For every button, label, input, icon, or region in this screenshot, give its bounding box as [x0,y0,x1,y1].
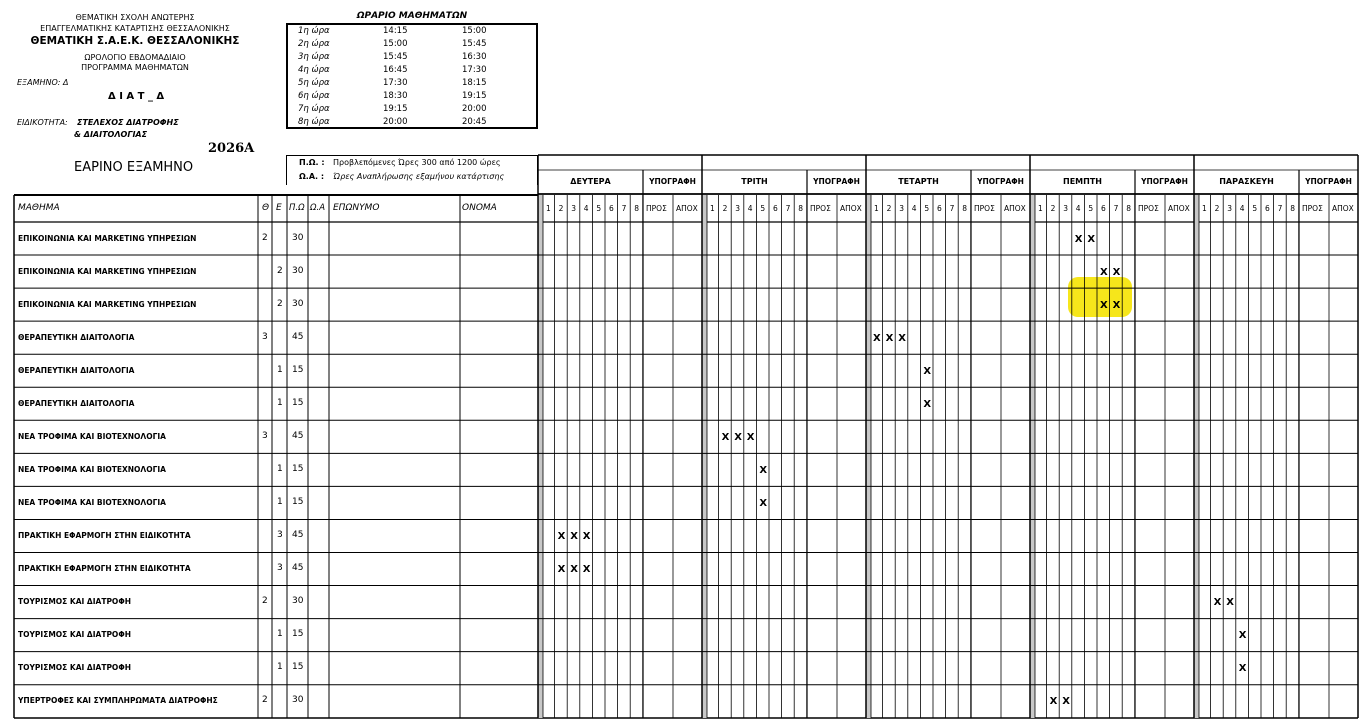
signature-header: ΥΠΟΓΡΑΦΗ [813,177,860,186]
schedule-mark: X [1112,266,1121,278]
hours-title: ΩΡΑΡΙΟ ΜΑΘΗΜΑΤΩΝ [356,11,468,21]
pros-header: ΠΡΟΣ [646,204,667,213]
signature-header: ΥΠΟΓΡΑΦΗ [1141,177,1188,186]
hours-start: 14:15 [383,26,408,36]
period-number: 6 [609,204,614,213]
year-code: 2026Α [208,141,255,156]
row-e: 1 [277,662,283,673]
period-number: 7 [785,204,791,213]
hours-end: 17:30 [462,65,487,75]
row-pw: 45 [292,563,304,574]
schedule-mark: X [557,530,566,542]
apox-header: ΑΠΟΧ [840,204,862,213]
schedule-mark: X [1100,266,1108,278]
surname-header: ΕΠΩΝΥΜΟ [333,203,380,213]
program-line-1: ΩΡΟΛΟΓΙΟ ΕΒΔΟΜΑΔΙΑΙΟ [84,53,186,62]
row-pw: 30 [292,232,304,243]
row-subject: ΝΕΑ ΤΡΟΦΙΜΑ ΚΑΙ ΒΙΟΤΕΧΝΟΛΟΓΙΑ [18,431,166,441]
row-pw: 15 [292,629,304,640]
school-line-2: ΕΠΑΓΓΕΛΜΑΤΙΚΗΣ ΚΑΤΑΡΤΙΣΗΣ ΘΕΣΣΑΛΟΝΙΚΗΣ [40,24,230,33]
period-number: 5 [924,204,930,213]
period-number: 8 [634,204,639,213]
schedule-mark: X [923,365,932,377]
name-header: ΟΝΟΜΑ [462,203,497,213]
signature-header: ΥΠΟΓΡΑΦΗ [977,177,1024,186]
period-number: 7 [949,204,955,213]
hours-start: 20:00 [383,117,408,127]
row-e: 1 [277,463,283,474]
row-theta: 2 [262,232,268,243]
schedule-mark: X [1238,630,1247,642]
period-number: 3 [1227,204,1232,213]
schedule-mark: X [1100,299,1108,311]
pw-text: Προβλεπόμενες Ώρες 300 από 1200 ώρες [333,158,501,167]
hours-start: 15:45 [383,52,408,62]
row-pw: 15 [292,662,304,673]
semester-label: ΕΞΑΜΗΝΟ: Δ [17,78,69,87]
row-e: 1 [277,629,283,640]
schedule-mark: X [1238,663,1247,675]
oa-label: Ω.Α. : [299,172,325,181]
oa-text: Ώρες Αναπλήρωσης εξαμήνου κατάρτισης [333,172,505,181]
schedule-mark: X [759,497,768,509]
period-number: 8 [1126,204,1131,213]
period-number: 3 [1063,204,1068,213]
period-number: 6 [1265,204,1270,213]
row-pw: 45 [292,331,304,342]
pros-header: ΠΡΟΣ [1138,204,1159,213]
schedule-mark: X [1213,597,1222,609]
row-subject: ΠΡΑΚΤΙΚΗ ΕΦΑΡΜΟΓΗ ΣΤΗΝ ΕΙΔΙΚΟΤΗΤΑ [18,530,191,540]
semester-name: ΕΑΡΙΝΟ ΕΞΑΜΗΝΟ [74,160,194,175]
period-number: 4 [911,204,917,213]
period-number: 8 [962,204,967,213]
day-name: ΤΕΤΑΡΤΗ [898,177,939,186]
apox-header: ΑΠΟΧ [1004,204,1026,213]
e-header: Ε [276,203,282,213]
row-subject: ΕΠΙΚΟΙΝΩΝΙΑ ΚΑΙ MARKETING ΥΠΗΡΕΣΙΩΝ [18,233,197,243]
day-name: ΔΕΥΤΕΡΑ [570,177,611,186]
schedule-mark: X [582,530,591,542]
hours-end: 19:15 [462,91,487,101]
hours-label: 3η ώρα [298,52,330,62]
hours-end: 16:30 [462,52,487,62]
period-number: 2 [558,204,564,213]
row-pw: 15 [292,364,304,375]
schedule-mark: X [759,464,768,476]
period-number: 2 [1050,204,1056,213]
period-number: 7 [1113,204,1119,213]
schedule-mark: X [746,431,755,443]
schedule-mark: X [1062,696,1070,708]
signature-header: ΥΠΟΓΡΑΦΗ [1305,177,1352,186]
period-number: 1 [710,204,715,213]
period-number: 1 [874,204,879,213]
row-subject: ΥΠΕΡΤΡΟΦΕΣ ΚΑΙ ΣΥΜΠΛΗΡΩΜΑΤΑ ΔΙΑΤΡΟΦΗΣ [18,696,218,706]
row-subject: ΕΠΙΚΟΙΝΩΝΙΑ ΚΑΙ MARKETING ΥΠΗΡΕΣΙΩΝ [18,299,197,309]
row-subject: ΤΟΥΡΙΣΜΟΣ ΚΑΙ ΔΙΑΤΡΟΦΗ [18,597,131,607]
period-number: 1 [1038,204,1043,213]
row-e: 1 [277,364,283,375]
schedule-mark: X [582,564,591,576]
schedule-mark: X [570,530,578,542]
schedule-mark: X [1049,696,1058,708]
row-theta: 3 [262,331,268,342]
hours-end: 15:45 [462,39,487,49]
row-e: 1 [277,397,283,408]
row-subject: ΤΟΥΡΙΣΜΟΣ ΚΑΙ ΔΙΑΤΡΟΦΗ [18,630,131,640]
period-number: 4 [1075,204,1081,213]
pw-label: Π.Ω. : [299,158,325,167]
row-pw: 15 [292,397,304,408]
row-subject: ΘΕΡΑΠΕΥΤΙΚΗ ΔΙΑΙΤΟΛΟΓΙΑ [18,332,135,342]
hours-label: 1η ώρα [298,26,330,36]
schedule-mark: X [557,564,566,576]
period-number: 8 [798,204,803,213]
hours-end: 20:00 [462,104,487,114]
schedule-mark: X [885,332,894,344]
row-theta: 3 [262,430,268,441]
day-name: ΠΕΜΠΤΗ [1063,177,1102,186]
hours-label: 5η ώρα [298,78,330,88]
period-number: 4 [747,204,753,213]
pros-header: ΠΡΟΣ [1302,204,1323,213]
specialty-label: ΕΙΔΙΚΟΤΗΤΑ: [17,118,68,127]
period-number: 3 [899,204,904,213]
row-pw: 30 [292,265,304,276]
row-subject: ΝΕΑ ΤΡΟΦΙΜΑ ΚΑΙ ΒΙΟΤΕΧΝΟΛΟΓΙΑ [18,497,166,507]
apox-header: ΑΠΟΧ [1168,204,1190,213]
oa-header: Ω.Α [310,203,326,213]
row-pw: 30 [292,298,304,309]
row-theta: 2 [262,596,268,607]
pros-header: ΠΡΟΣ [974,204,995,213]
row-pw: 45 [292,430,304,441]
period-number: 3 [571,204,576,213]
schedule-mark: X [873,332,881,344]
school-line-1: ΘΕΜΑΤΙΚΗ ΣΧΟΛΗ ΑΝΩΤΕΡΗΣ [75,13,195,22]
class-code: Δ Ι Α Τ _ Δ [108,91,165,102]
period-number: 6 [937,204,942,213]
period-number: 5 [1088,204,1094,213]
period-number: 7 [1277,204,1283,213]
schedule-mark: X [721,431,730,443]
period-number: 6 [773,204,778,213]
row-subject: ΤΟΥΡΙΣΜΟΣ ΚΑΙ ΔΙΑΤΡΟΦΗ [18,663,131,673]
hours-label: 8η ώρα [298,117,330,127]
row-e: 2 [277,265,283,276]
specialty-line-1: ΣΤΕΛΕΧΟΣ ΔΙΑΤΡΟΦΗΣ [77,118,179,127]
period-number: 8 [1290,204,1295,213]
hours-end: 18:15 [462,78,487,88]
period-number: 1 [546,204,551,213]
schedule-mark: X [923,398,932,410]
hours-label: 4η ώρα [298,65,330,75]
period-number: 1 [1202,204,1207,213]
schedule-mark: X [1112,299,1121,311]
period-number: 4 [1239,204,1245,213]
hours-end: 20:45 [462,117,487,127]
schedule-mark: X [898,332,906,344]
schedule-mark: X [1226,597,1234,609]
day-name: ΠΑΡΑΣΚΕΥΗ [1219,177,1274,186]
schedule-mark: X [734,431,742,443]
pros-header: ΠΡΟΣ [810,204,831,213]
row-e: 3 [277,563,283,574]
hours-label: 2η ώρα [298,39,330,49]
hours-label: 7η ώρα [298,104,330,114]
hours-start: 15:00 [383,39,408,49]
row-pw: 15 [292,463,304,474]
hours-start: 18:30 [383,91,408,101]
subject-header: ΜΑΘΗΜΑ [18,203,60,213]
apox-header: ΑΠΟΧ [676,204,698,213]
schedule-mark: X [570,564,578,576]
period-number: 3 [735,204,740,213]
program-line-2: ΠΡΟΓΡΑΜΜΑ ΜΑΘΗΜΑΤΩΝ [81,63,189,72]
schedule-mark: X [1087,233,1096,245]
hours-start: 17:30 [383,78,408,88]
row-pw: 45 [292,529,304,540]
period-number: 5 [596,204,602,213]
schedule-mark: X [1074,233,1083,245]
row-theta: 2 [262,695,268,706]
period-number: 7 [621,204,627,213]
row-subject: ΘΕΡΑΠΕΥΤΙΚΗ ΔΙΑΙΤΟΛΟΓΙΑ [18,398,135,408]
row-e: 1 [277,496,283,507]
theta-header: Θ [262,203,270,213]
hours-start: 19:15 [383,104,408,114]
hours-end: 15:00 [462,26,487,36]
row-subject: ΝΕΑ ΤΡΟΦΙΜΑ ΚΑΙ ΒΙΟΤΕΧΝΟΛΟΓΙΑ [18,464,166,474]
row-subject: ΘΕΡΑΠΕΥΤΙΚΗ ΔΙΑΙΤΟΛΟΓΙΑ [18,365,135,375]
hours-label: 6η ώρα [298,91,330,101]
period-number: 4 [583,204,589,213]
period-number: 5 [1252,204,1258,213]
period-number: 5 [760,204,766,213]
period-number: 2 [886,204,892,213]
row-subject: ΕΠΙΚΟΙΝΩΝΙΑ ΚΑΙ MARKETING ΥΠΗΡΕΣΙΩΝ [18,266,197,276]
row-subject: ΠΡΑΚΤΙΚΗ ΕΦΑΡΜΟΓΗ ΣΤΗΝ ΕΙΔΙΚΟΤΗΤΑ [18,564,191,574]
row-pw: 30 [292,596,304,607]
school-name: ΘΕΜΑΤΙΚΗ Σ.Α.Ε.Κ. ΘΕΣΣΑΛΟΝΙΚΗΣ [30,35,240,47]
period-number: 6 [1101,204,1106,213]
hours-start: 16:45 [383,65,408,75]
period-number: 2 [1214,204,1220,213]
day-name: ΤΡΙΤΗ [741,177,768,186]
signature-header: ΥΠΟΓΡΑΦΗ [649,177,696,186]
row-e: 2 [277,298,283,309]
row-pw: 15 [292,496,304,507]
row-pw: 30 [292,695,304,706]
specialty-line-2: & ΔΙΑΙΤΟΛΟΓΙΑΣ [74,130,148,139]
apox-header: ΑΠΟΧ [1332,204,1354,213]
pw-header: Π.Ω [289,203,305,213]
row-e: 3 [277,529,283,540]
period-number: 2 [722,204,728,213]
